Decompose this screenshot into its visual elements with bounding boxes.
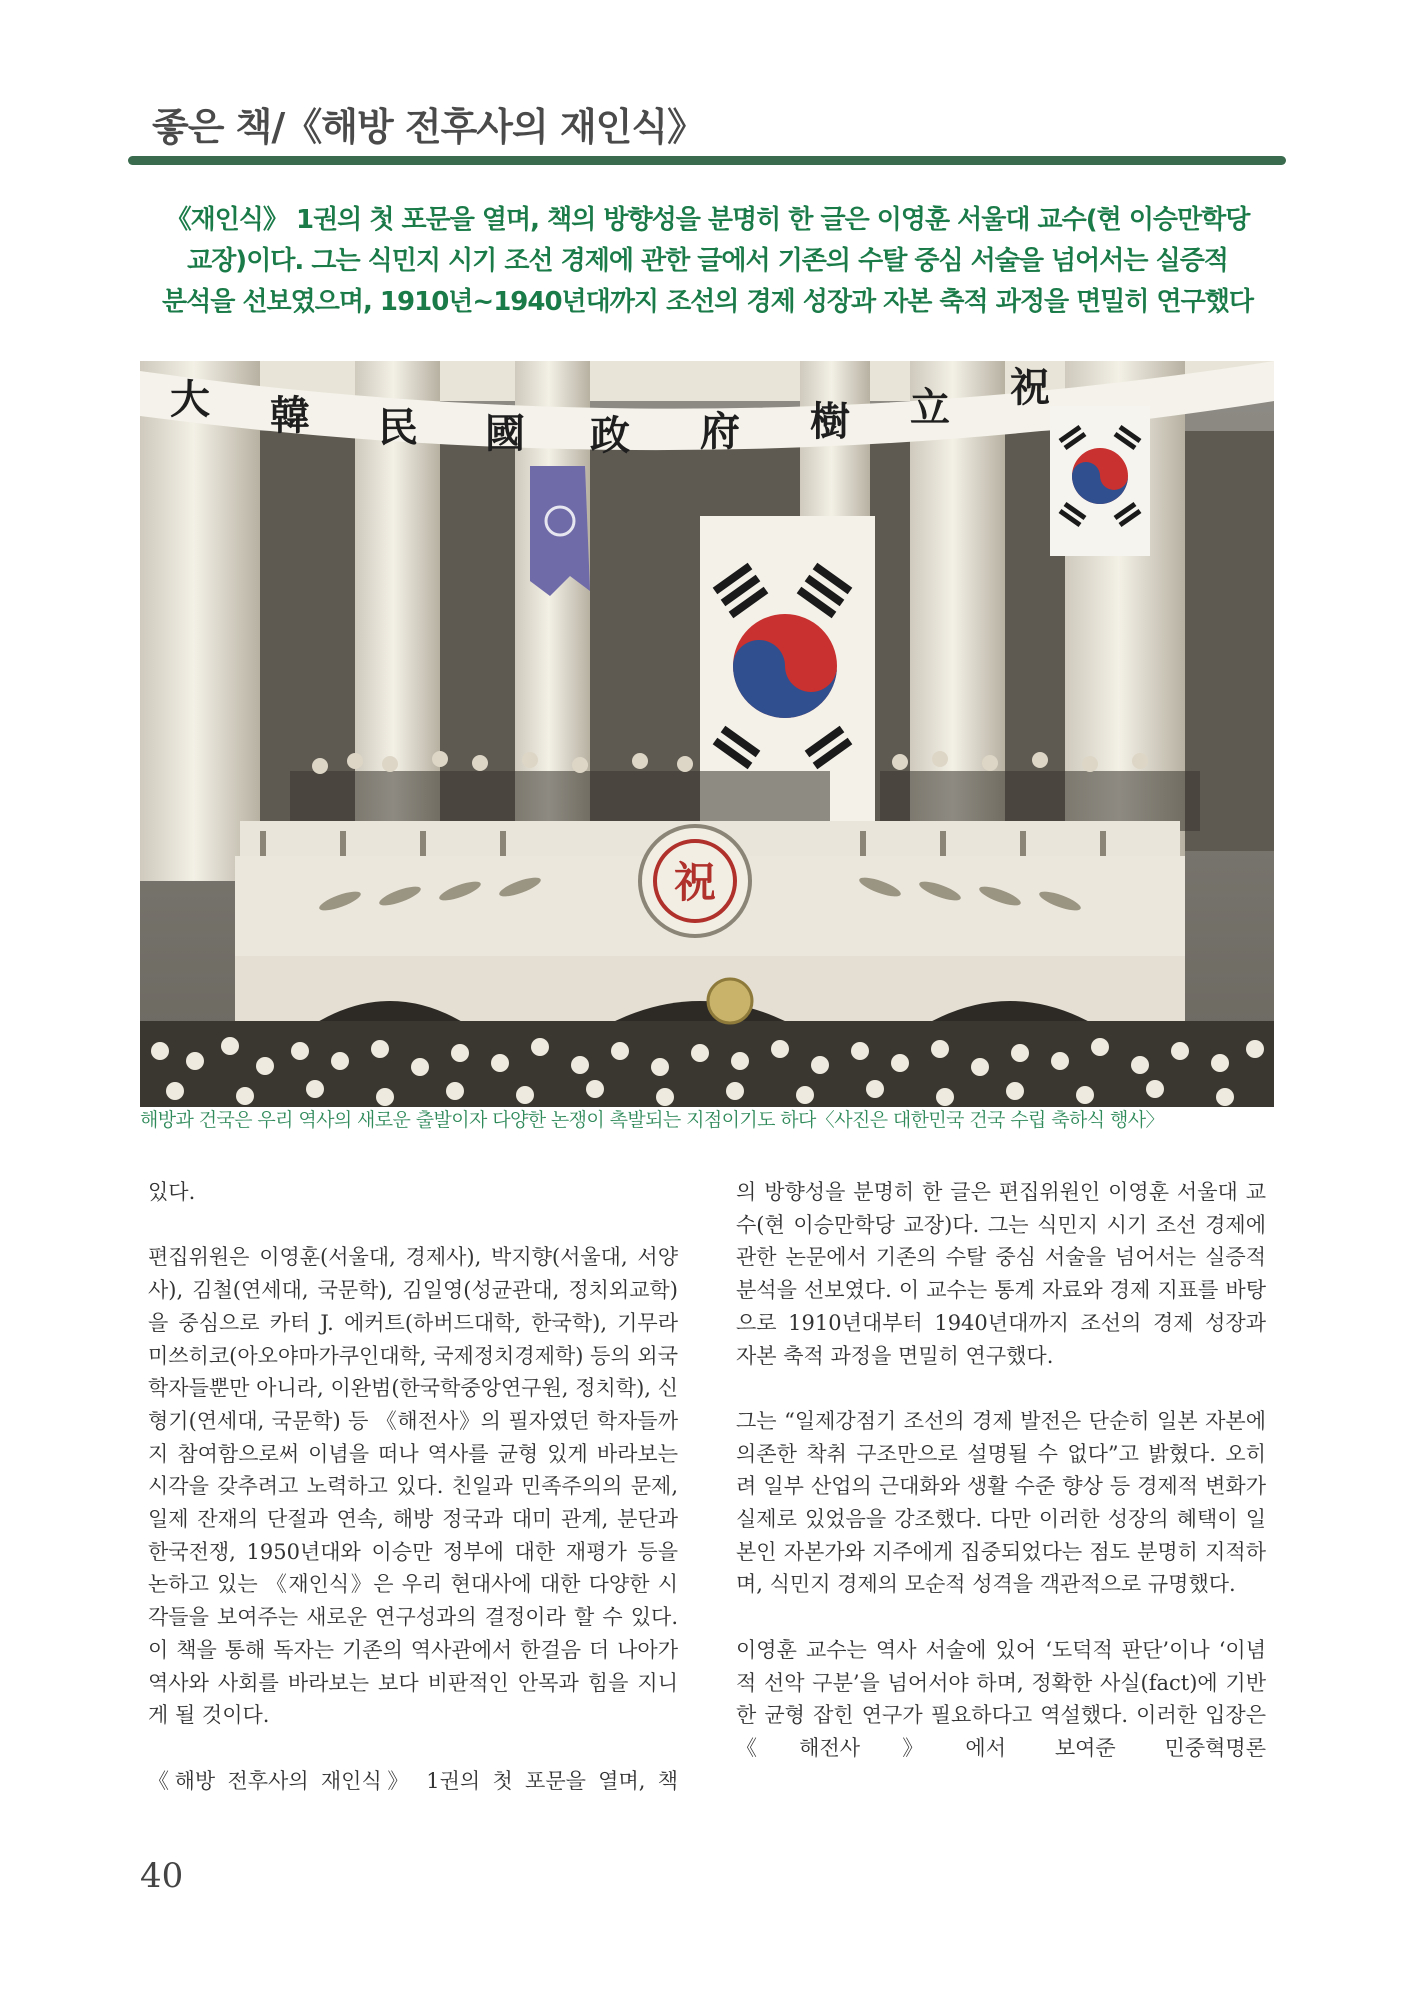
lead-paragraph <box>110 200 1305 323</box>
paragraph: 있다. <box>148 1180 196 1204</box>
photo-caption: 해방과 건국은 우리 역사의 새로운 출발이자 다양한 논쟁이 촉발되는 지점이기도 하다〈사진은 대한민국 건국 수립 축하식 행사〉 <box>140 1109 1164 1131</box>
emblem-char: 祝 <box>673 858 717 907</box>
banner-char: 立 <box>910 384 950 431</box>
banner-char: 府 <box>700 408 740 455</box>
paragraph: 의 방향성을 분명히 한 글은 편집위원인 이영훈 서울대 교수(현 이승만학당 교장)다. 그는 식민지 시기 조선 경제에 관한 논문에서 기존의 수탈 중심 서술을 넘어서는 실증적 분석을 선보였다. 이 교수는 통계 자료와 경제 지표를 바탕으로 1910년대부터 1940년대까지 조선의 경제 성장과 자본 축적 과정을 면밀히 연구했다. <box>736 1180 1266 1368</box>
banner-char: 樹 <box>810 398 850 445</box>
paragraph: 편집위원은 이영훈(서울대, 경제사), 박지향(서울대, 서양사), 김철(연세대, 국문학), 김일영(성균관대, 정치외교학)을 중심으로 카터 J. 에커트(하버드대학, 한국학), 기무라 미쓰히코(아오야마가쿠인대학, 국제정치경제학) 등의 외국 학자들뿐만 아니라, 이완범(한국학중앙연구원, 정치학), 신형기(연세대, 국문학) 등 《해전사》의 필자였던 학자들까지 참여함으로써 이념을 떠나 역사를 균형 있게 바라보는 시각을 갖추려고 노력하고 있다. 친일과 민족주의의 문제, 일제 잔재의 단절과 연속, 해방 정국과 대미 관계, 분단과 한국전쟁, 1950년대와 이승만 정부에 대한 재평가 등을 논하고 있는 《재인식》은 우리 현대사에 대한 다양한 시각들을 보여주는 새로운 연구성과의 결정이라 할 수 있다. 이 책을 통해 독자는 기존의 역사관에서 한걸음 더 나아가 역사와 사회를 바라보는 보다 비판적인 안목과 힘을 지니게 될 것이다. <box>148 1245 678 1728</box>
section-title: 좋은 책/《해방 전후사의 재인식》 <box>152 105 705 149</box>
banner-char: 國 <box>485 410 525 457</box>
paragraph: 《해방 전후사의 재인식》 1권의 첫 포문을 열며, 책 <box>148 1768 678 1793</box>
banner-char: 大 <box>170 376 210 423</box>
ceremony-photo <box>140 361 1274 1107</box>
paragraph: 이영훈 교수는 역사 서술에 있어 ‘도덕적 판단’이나 ‘이념적 선악 구분’을 넘어서야 하며, 정확한 사실(fact)에 기반한 균형 잡힌 연구가 필요하다고 역설했다. 이러한 입장은 《해전사》에서 보여준 민중혁명론 <box>736 1637 1266 1760</box>
paragraph: 그는 “일제강점기 조선의 경제 발전은 단순히 일본 자본에 의존한 착취 구조만으로 설명될 수 없다”고 밝혔다. 오히려 일부 산업의 근대화와 생활 수준 향상 등 경제적 변화가 실제로 있었음을 강조했다. 다만 이러한 성장의 혜택이 일본인 자본가와 지주에게 집중되었다는 점도 분명히 지적하며, 식민지 경제의 모순적 성격을 객관적으로 규명했다. <box>736 1408 1266 1597</box>
title-divider <box>128 156 1286 165</box>
banner-char: 韓 <box>270 392 310 439</box>
body-column-right <box>736 1176 1266 1765</box>
banner-char: 政 <box>590 412 630 459</box>
body-column-left <box>148 1176 678 1797</box>
lead-line: 분석을 선보였으며, 1910년~1940년대까지 조선의 경제 성장과 자본 축적 과정을 면밀히 연구했다 <box>162 287 1253 317</box>
lead-line: 교장)이다. 그는 식민지 시기 조선 경제에 관한 글에서 기존의 수탈 중심 서술을 넘어서는 실증적 <box>187 246 1228 276</box>
page-number: 40 <box>140 1856 184 1896</box>
lead-line: 《재인식》 1권의 첫 포문을 열며, 책의 방향성을 분명히 한 글은 이영훈 서울대 교수(현 이승만학당 <box>165 205 1250 235</box>
banner-char: 祝 <box>1010 364 1050 411</box>
banner-char: 民 <box>378 404 418 451</box>
